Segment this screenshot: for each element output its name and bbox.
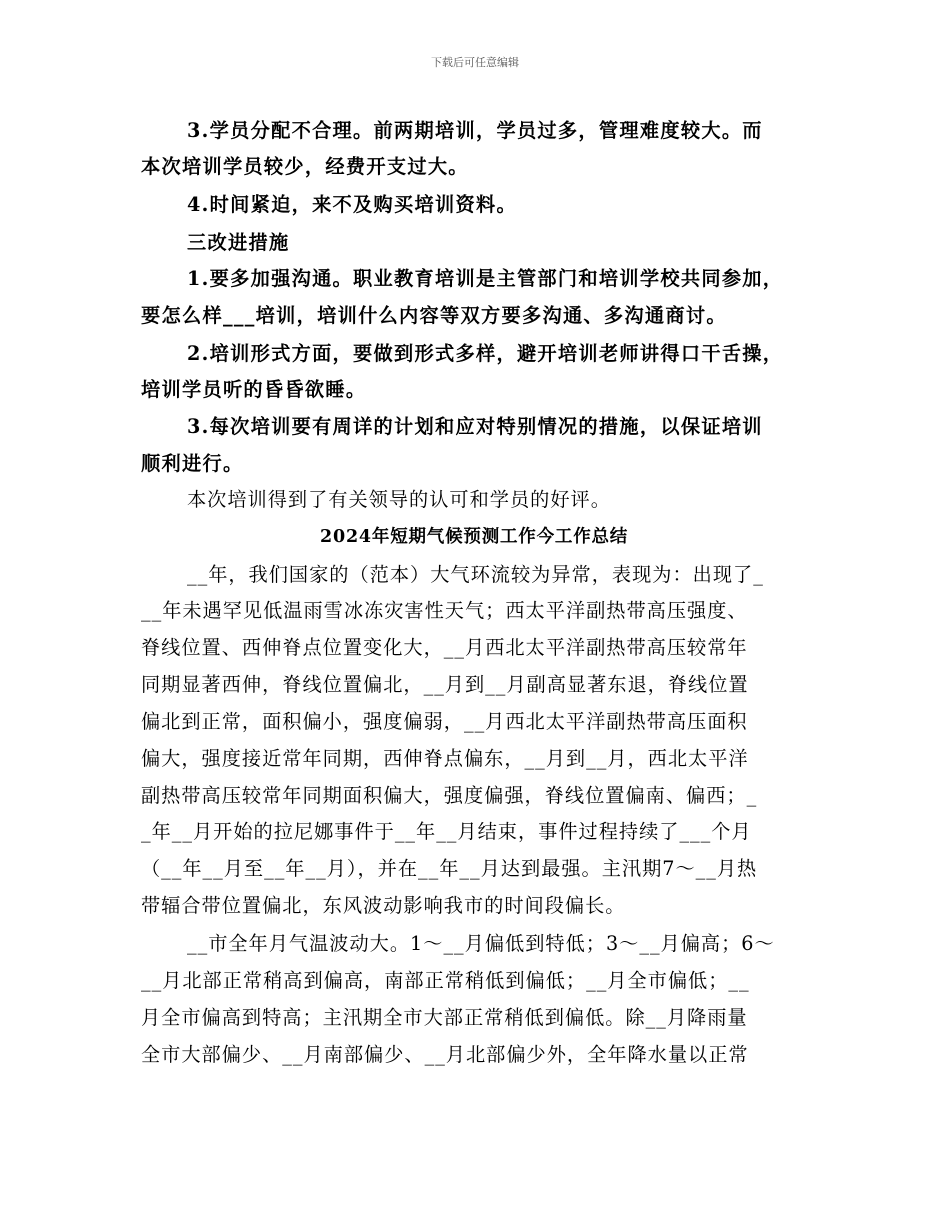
- paragraph-line: 顺利进行。: [141, 452, 244, 475]
- paragraph-line: 3.每次培训要有周详的计划和应对特别情况的措施，以保证培训: [187, 415, 763, 438]
- paragraph-line: 副热带高压较常年同期面积偏大，强度偏强，脊线位置偏南、偏西；_: [141, 784, 758, 807]
- paragraph-line: 培训学员听的昏昏欲睡。: [141, 378, 367, 401]
- paragraph-line: 3.学员分配不合理。前两期培训，学员过多，管理难度较大。而: [187, 119, 763, 142]
- paragraph-line: __年，我们国家的（范本）大气环流较为异常，表现为：出现了_: [187, 563, 764, 586]
- paragraph-line: 同期显著西伸，脊线位置偏北，__月到__月副高显著东退，脊线位置: [141, 673, 749, 696]
- paragraph-line: （__年__月至__年__月），并在__年__月达到最强。主汛期7～__月热: [141, 857, 758, 880]
- paragraph-line: 脊线位置、西伸脊点位置变化大，__月西北太平洋副热带高压较常年: [141, 636, 748, 659]
- paragraph-line: 本次培训学员较少，经费开支过大。: [141, 155, 469, 178]
- paragraph-line: 偏北到正常，面积偏小，强度偏弱，__月西北太平洋副热带高压面积: [141, 710, 748, 733]
- paragraph-line: __月北部正常稍高到偏高，南部正常稍低到偏低；__月全市偏低；__: [141, 969, 750, 992]
- paragraph-line: 要怎么样___培训，培训什么内容等双方要多沟通、多沟通商讨。: [141, 304, 727, 327]
- section-heading: 三改进措施: [187, 231, 290, 254]
- document-title: 2024年短期气候预测工作今工作总结: [320, 527, 629, 547]
- paragraph-line: 2.培训形式方面，要做到形式多样，避开培训老师讲得口干舌操，: [187, 342, 784, 365]
- paragraph-line: 偏大，强度接近常年同期，西伸脊点偏东，__月到__月，西北太平洋: [141, 747, 749, 770]
- paragraph-line: 月全市偏高到特高；主汛期全市大部正常稍低到偏低。除__月降雨量: [141, 1006, 748, 1029]
- paragraph-line: 带辐合带位置偏北，东风波动影响我市的时间段偏长。: [141, 894, 626, 917]
- page-header: 下载后可任意编辑: [431, 56, 519, 69]
- paragraph-line: 全市大部偏少、__月南部偏少、__月北部偏少外，全年降水量以正常: [141, 1043, 749, 1066]
- paragraph-line: 1.要多加强沟通。职业教育培训是主管部门和培训学校共同参加，: [187, 267, 784, 290]
- paragraph-line: _年__月开始的拉尼娜事件于__年__月结束，事件过程持续了___个月: [141, 820, 752, 843]
- paragraph-line: __市全年月气温波动大。1～__月偏低到特低；3～__月偏高；6～: [187, 932, 775, 955]
- paragraph-line: 本次培训得到了有关领导的认可和学员的好评。: [187, 488, 611, 511]
- paragraph-line: __年未遇罕见低温雨雪冰冻灾害性天气；西太平洋副热带高压强度、: [141, 599, 748, 622]
- paragraph-line: 4.时间紧迫，来不及购买培训资料。: [187, 193, 517, 216]
